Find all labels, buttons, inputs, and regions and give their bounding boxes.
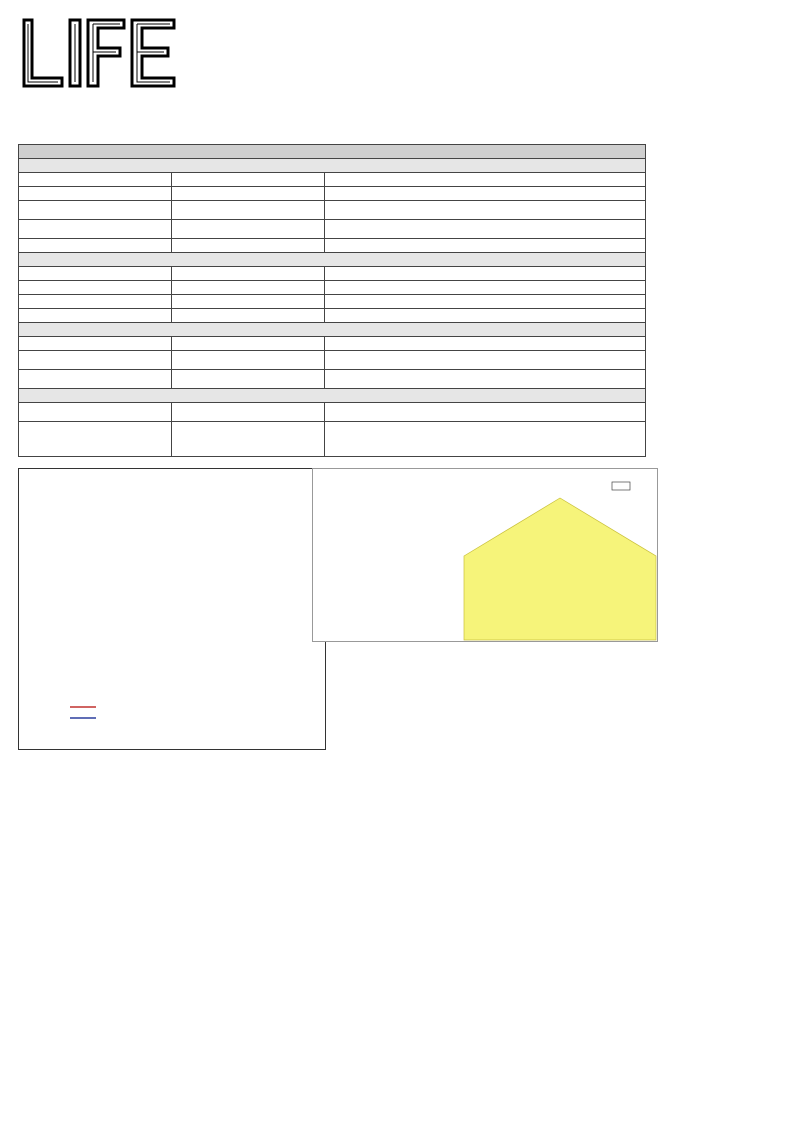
row-it [19, 370, 172, 389]
row-it [19, 267, 172, 281]
row-value [325, 281, 646, 295]
row-en [172, 187, 325, 201]
row-it [19, 220, 172, 239]
row-value [325, 295, 646, 309]
row-it [19, 403, 172, 422]
row-value [325, 267, 646, 281]
row-value [325, 370, 646, 389]
row-value [325, 403, 646, 422]
row-en [172, 309, 325, 323]
row-it [19, 422, 172, 457]
row-value [325, 239, 646, 253]
row-it [19, 309, 172, 323]
row-it [19, 173, 172, 187]
row-en [172, 220, 325, 239]
section-title [19, 323, 646, 337]
row-en [172, 295, 325, 309]
row-value [325, 337, 646, 351]
row-it [19, 201, 172, 220]
spec-header [19, 145, 646, 159]
row-en [172, 351, 325, 370]
life-logo [18, 14, 198, 94]
row-it [19, 337, 172, 351]
row-it [19, 295, 172, 309]
section-title [19, 253, 646, 267]
row-en [172, 173, 325, 187]
row-value [325, 173, 646, 187]
row-value [325, 201, 646, 220]
row-it [19, 351, 172, 370]
row-value [325, 351, 646, 370]
row-en [172, 281, 325, 295]
row-value [325, 309, 646, 323]
row-it [19, 187, 172, 201]
section-title [19, 159, 646, 173]
row-it [19, 239, 172, 253]
row-en [172, 337, 325, 351]
polar-diagram [18, 468, 326, 750]
notes-block [313, 648, 793, 686]
row-en [172, 201, 325, 220]
row-en [172, 370, 325, 389]
polar-grid [35, 478, 291, 726]
row-value [325, 422, 646, 457]
row-en [172, 403, 325, 422]
row-value [325, 187, 646, 201]
row-en [172, 239, 325, 253]
row-en [172, 422, 325, 457]
section-title [19, 389, 646, 403]
row-value [325, 220, 646, 239]
row-en [172, 267, 325, 281]
lux-table [312, 468, 658, 642]
row-it [19, 281, 172, 295]
spec-table [18, 144, 646, 457]
